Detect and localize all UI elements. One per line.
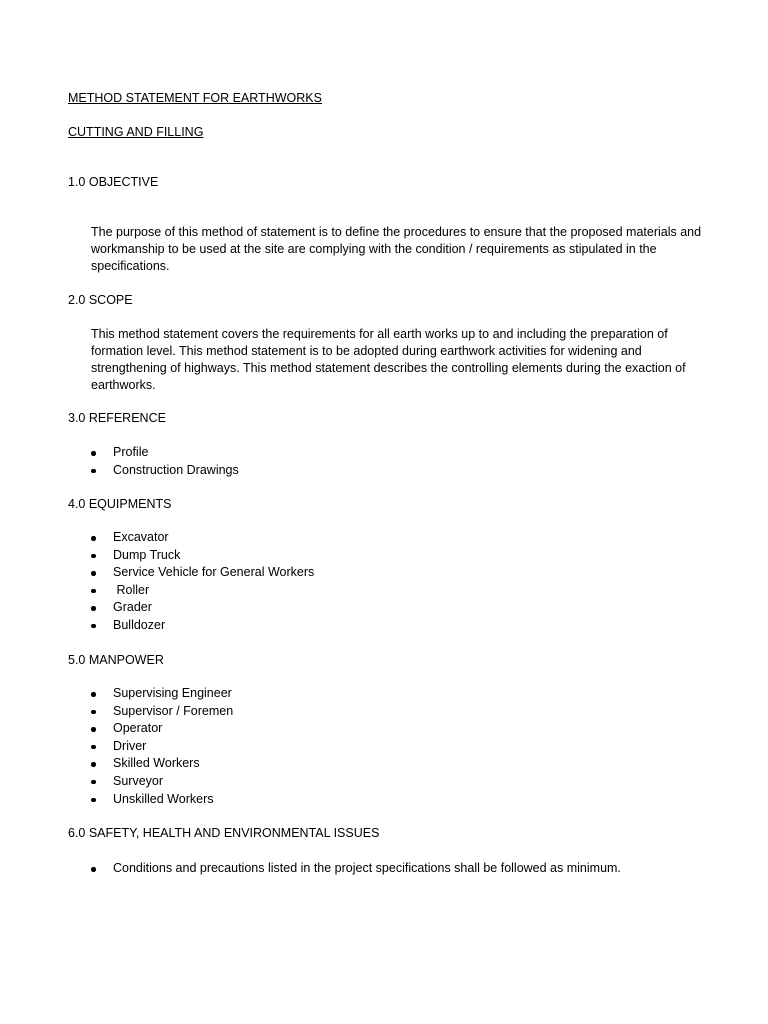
list-item	[91, 720, 233, 738]
list-item-label: Bulldozer	[113, 617, 166, 632]
bullet-icon	[91, 571, 96, 576]
list-item-label: Roller	[113, 582, 150, 597]
section-heading-manpower: 5.0 MANPOWER	[68, 653, 164, 667]
list-item	[91, 547, 314, 565]
list-item	[91, 444, 239, 462]
bullet-icon	[91, 624, 96, 629]
list-item	[91, 860, 621, 878]
list-item-label: Unskilled Workers	[113, 791, 214, 806]
bullet-icon	[91, 798, 96, 803]
section-heading-objective: 1.0 OBJECTIVE	[68, 175, 159, 189]
list-item	[91, 582, 314, 600]
bullet-icon	[91, 762, 96, 767]
list-item	[91, 773, 233, 791]
scope-paragraph: This method statement covers the requirements for all earth works up to and including the preparation of formation level. This method statement is to be adopted during earthwork activities for widening and strengthening of highways. This method statement describes the controlling elements during the exaction of earthworks.	[91, 327, 686, 392]
list-item	[91, 462, 239, 480]
bullet-icon	[91, 692, 96, 697]
bullet-icon	[91, 451, 96, 456]
document-subtitle: CUTTING AND FILLING	[68, 125, 204, 139]
list-item-label: Construction Drawings	[113, 462, 239, 477]
list-item-label: Operator	[113, 721, 163, 736]
list-item-label: Driver	[113, 738, 147, 753]
list-item-label: Skilled Workers	[113, 756, 200, 771]
section-heading-safety: 6.0 SAFETY, HEALTH AND ENVIRONMENTAL ISSUES	[68, 826, 380, 840]
list-item	[91, 703, 233, 721]
list-item	[91, 755, 233, 773]
bullet-icon	[91, 589, 96, 594]
bullet-icon	[91, 780, 96, 785]
list-item-label: Service Vehicle for General Workers	[113, 565, 315, 580]
equipments-list	[91, 529, 314, 635]
document-title: METHOD STATEMENT FOR EARTHWORKS	[68, 91, 322, 105]
list-item-label: Profile	[113, 445, 149, 459]
list-item	[91, 599, 314, 617]
list-item-label: Supervisor / Foremen	[113, 703, 234, 718]
bullet-icon	[91, 469, 96, 474]
safety-list	[91, 860, 621, 878]
list-item-label: Conditions and precautions listed in the project specifications shall be followed as minimum.	[113, 861, 621, 875]
section-heading-reference: 3.0 REFERENCE	[68, 411, 166, 425]
list-item	[91, 738, 233, 756]
list-item	[91, 564, 314, 582]
list-item	[91, 529, 314, 547]
list-item-label: Dump Truck	[113, 547, 181, 562]
bullet-icon	[91, 554, 96, 559]
bullet-icon	[91, 745, 96, 750]
list-item	[91, 791, 233, 809]
bullet-icon	[91, 606, 96, 611]
list-item	[91, 617, 314, 635]
bullet-icon	[91, 727, 96, 732]
bullet-icon	[91, 867, 96, 872]
bullet-icon	[91, 710, 96, 715]
objective-paragraph: The purpose of this method of statement is to define the procedures to ensure that the proposed materials and workmanship to be used at the site are complying with the condition / requirements as stipulated in the specifications.	[91, 225, 702, 273]
list-item-label: Supervising Engineer	[113, 686, 232, 700]
manpower-list	[91, 685, 233, 808]
list-item-label: Grader	[113, 600, 152, 615]
list-item	[91, 685, 233, 703]
section-heading-scope: 2.0 SCOPE	[68, 293, 133, 307]
reference-list	[91, 444, 239, 479]
section-heading-equipments: 4.0 EQUIPMENTS	[68, 497, 172, 511]
bullet-icon	[91, 536, 96, 541]
list-item-label: Surveyor	[113, 773, 164, 788]
list-item-label: Excavator	[113, 530, 169, 544]
